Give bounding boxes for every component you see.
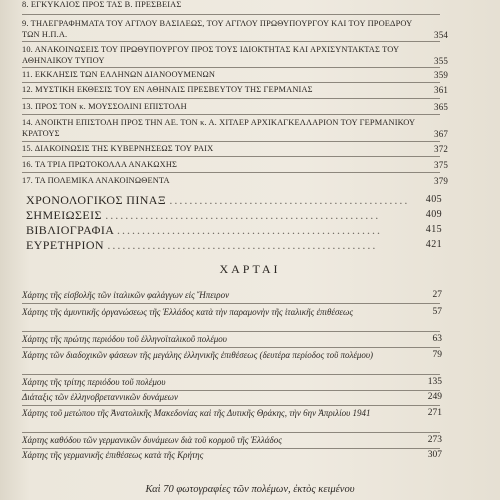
toc-row-page: 359	[434, 70, 448, 80]
toc-row-text: 11. ΕΚΚΛΗΣΙΣ ΤΩΝ ΕΛΛΗΝΩΝ ΔΙΑΝΟΟΥΜΕΝΩΝ	[22, 70, 216, 79]
toc-row-10	[22, 45, 448, 66]
toc-row-16	[22, 160, 448, 171]
map-row	[22, 408, 442, 420]
leader-dots: .......................................................	[105, 208, 381, 222]
toc-row-17	[22, 176, 448, 187]
map-row-page: 271	[427, 408, 442, 418]
map-row-page: 273	[427, 435, 442, 445]
row-divider	[22, 14, 440, 15]
photos-note: Καὶ 70 φωτογραφίες τῶν πολέμων, ἐκτὸς κειμένου	[145, 484, 355, 495]
toc-row-page: 367	[434, 128, 448, 139]
appendix-row-page: 421	[425, 239, 442, 250]
row-divider	[22, 172, 440, 173]
toc-row-9	[22, 19, 448, 40]
toc-row-15	[22, 144, 448, 155]
toc-row-text: 9. ΤΗΛΕΓΡΑΦΗΜΑΤΑ ΤΟΥ ΑΓΓΛΟΥ ΒΑΣΙΛΕΩΣ, ΤΟΥ ΑΓΓΛΟΥ ΠΡΩΘΥΠΟΥΡΓΟΥ ΚΑΙ ΤΟΥ ΠΡΟΕΔΡΟΥ ΤΩΝ Η.Π.Α.	[22, 19, 413, 39]
appendix-row-chronology	[26, 193, 442, 207]
map-row-page: 27	[432, 290, 442, 300]
map-row-text: Χάρτης τῆς τρίτης περιόδου τοῦ πολέμου	[22, 377, 166, 387]
map-row-page: 63	[432, 334, 442, 344]
row-divider	[22, 448, 440, 449]
row-divider	[22, 114, 440, 115]
map-row-text: Χάρτης τῆς ἀμυντικῆς ὀργανώσεως τῆς Ἑλλάδος κατὰ τὴν παραμονὴν τῆς ἰταλικῆς ἐπιθέσεως	[22, 307, 353, 317]
row-divider	[22, 82, 440, 83]
map-row	[22, 392, 442, 404]
row-divider	[22, 405, 440, 406]
appendix-row-notes	[26, 208, 442, 222]
appendix-row-bibliography	[26, 223, 442, 237]
map-row	[22, 350, 442, 362]
toc-row-page: 365	[434, 102, 448, 112]
map-row	[22, 450, 442, 462]
appendix-row-text: ΕΥΡΕΤΗΡΙΟΝ	[26, 238, 104, 252]
map-row-text: Χάρτης τῆς πρώτης περιόδου τοῦ ἑλληνοϊταλικοῦ πολέμου	[22, 334, 227, 344]
map-row	[22, 307, 442, 319]
toc-row-page: 375	[434, 160, 448, 170]
appendix-row-index	[26, 238, 442, 252]
map-row	[22, 290, 442, 302]
toc-row-page: 355	[434, 55, 448, 66]
row-divider	[22, 331, 440, 332]
map-row-text: Χάρτης τῆς εἰσβολῆς τῶν ἰταλικῶν φαλάγγων εἰς Ἤπειρον	[22, 290, 230, 300]
row-divider	[22, 67, 440, 68]
row-divider	[22, 390, 440, 391]
toc-row-page: 361	[434, 85, 448, 95]
toc-row-page: 354	[434, 29, 448, 40]
toc-row-13	[22, 102, 448, 113]
toc-row-page: 379	[434, 176, 448, 186]
map-row-text: Χάρτης καθόδου τῶν γερμανικῶν δυνάμεων διὰ τοῦ κορμοῦ τῆς Ἑλλάδος	[22, 435, 282, 445]
row-divider	[22, 156, 440, 157]
toc-row-8	[22, 0, 448, 11]
toc-row-page: 372	[434, 144, 448, 154]
toc-row-text: 10. ΑΝΑΚΟΙΝΩΣΕΙΣ ΤΟΥ ΠΡΩΘΥΠΟΥΡΓΟΥ ΠΡΟΣ ΤΟΥΣ ΙΔΙΟΚΤΗΤΑΣ ΚΑΙ ΑΡΧΙΣΥΝΤΑΚΤΑΣ ΤΟΥ ΑΘΗΝΑΙΚΟΥ ΤΥΠΟΥ	[22, 45, 399, 65]
row-divider	[22, 374, 440, 375]
row-divider	[22, 41, 440, 42]
row-divider	[22, 141, 440, 142]
toc-row-14	[22, 118, 448, 139]
map-row-page: 135	[427, 377, 442, 387]
appendix-row-text: ΣΗΜΕΙΩΣΕΙΣ	[26, 208, 102, 222]
toc-row-12	[22, 85, 448, 96]
map-row	[22, 334, 442, 346]
toc-row-text: 14. ΑΝΟΙΚΤΗ ΕΠΙΣΤΟΛΗ ΠΡΟΣ ΤΗΝ ΑΕ. ΤΟΝ κ. Α. ΧΙΤΛΕΡ ΑΡΧΙΚΑΓΚΕΛΛΑΡΙΟΝ ΤΟΥ ΓΕΡΜΑΝΙΚΟΥ ΚΡΑΤΟΥΣ	[22, 118, 415, 138]
map-row-page: 57	[432, 307, 442, 317]
leader-dots: ......................................................	[107, 238, 378, 252]
row-divider	[22, 432, 440, 433]
toc-row-text: 12. ΜΥΣΤΙΚΗ ΕΚΘΕΣΙΣ ΤΟΥ ΕΝ ΑΘΗΝΑΙΣ ΠΡΕΣΒΕΥΤΟΥ ΤΗΣ ΓΕΡΜΑΝΙΑΣ	[22, 85, 313, 94]
map-row-text: Χάρτης τῆς γερμανικῆς ἐπιθέσεως κατὰ τῆς Κρήτης	[22, 450, 204, 460]
map-row-page: 307	[427, 450, 442, 460]
row-divider	[22, 347, 440, 348]
map-row	[22, 377, 442, 389]
appendix-row-page: 409	[425, 209, 442, 220]
appendix-row-text: ΧΡΟΝΟΛΟΓΙΚΟΣ ΠΙΝΑΞ	[26, 193, 166, 207]
leader-dots: ................................................	[169, 193, 410, 207]
row-divider	[22, 303, 440, 304]
map-row-text: Χάρτης τῶν διαδοχικῶν φάσεων τῆς μεγάλης ἑλληνικῆς ἐπιθέσεως (δευτέρα περίοδος τοῦ πολέμου)	[22, 350, 374, 360]
map-row-page: 249	[427, 392, 442, 402]
map-row-page: 79	[432, 350, 442, 360]
toc-row-text: 16. ΤΑ ΤΡΙΑ ΠΡΩΤΟΚΟΛΛΑ ΑΝΑΚΩΧΗΣ	[22, 160, 178, 169]
row-divider	[22, 98, 440, 99]
toc-row-text: 13. ΠΡΟΣ ΤΟΝ κ. ΜΟΥΣΣΟΛΙΝΙ ΕΠΙΣΤΟΛΗ	[22, 102, 187, 111]
appendix-row-page: 415	[425, 224, 442, 235]
maps-heading: ΧΑΡΤΑΙ	[219, 262, 281, 276]
toc-row-11	[22, 70, 448, 81]
map-row-text: Χάρτης τοῦ μετώπου τῆς Ἀνατολικῆς Μακεδονίας καὶ τῆς Δυτικῆς Θράκης, τὴν 6ην Ἀπριλίου 1941	[22, 408, 371, 418]
toc-row-text: 17. ΤΑ ΠΟΛΕΜΙΚΑ ΑΝΑΚΟΙΝΩΘΕΝΤΑ	[22, 176, 170, 185]
appendix-row-page: 405	[425, 194, 442, 205]
appendix-row-text: ΒΙΒΛΙΟΓΡΑΦΙΑ	[26, 223, 114, 237]
map-row	[22, 435, 442, 447]
leader-dots: .....................................................	[117, 223, 383, 237]
map-row-text: Διάταξις τῶν ἑλληνοβρεταννικῶν δυνάμεων	[22, 392, 178, 402]
toc-row-text: 15. ΔΙΑΚΟΙΝΩΣΙΣ ΤΗΣ ΚΥΒΕΡΝΗΣΕΩΣ ΤΟΥ ΡΑΙΧ	[22, 144, 214, 153]
toc-row-text: 8. ΕΓΚΥΚΛΙΟΣ ΠΡΟΣ ΤΑΣ Β. ΠΡΕΣΒΕΙΑΣ	[22, 0, 182, 9]
